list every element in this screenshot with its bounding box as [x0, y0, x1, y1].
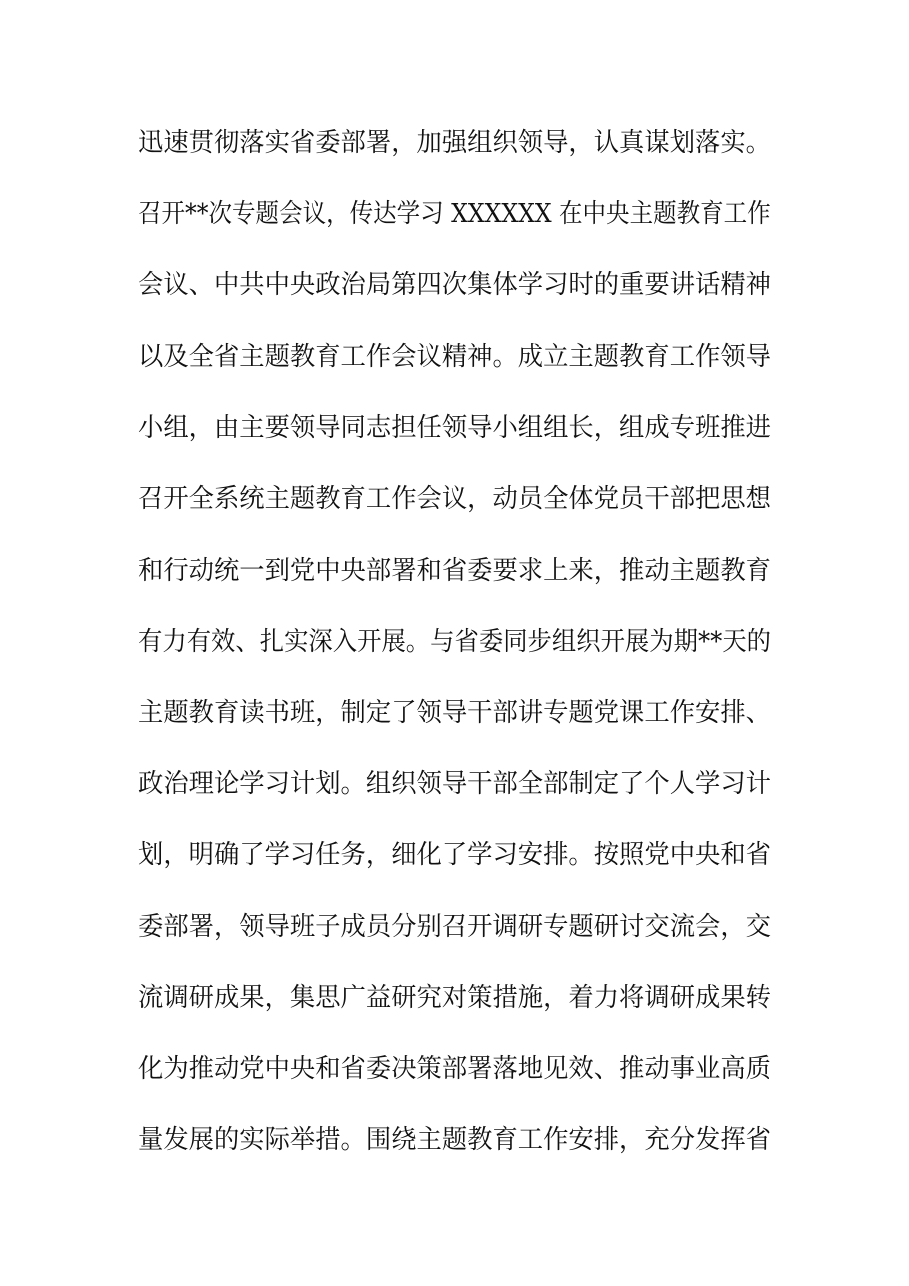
text-line: 会议、中共中央政治局第四次集体学习时的重要讲话精神: [138, 270, 771, 300]
text-line: 和行动统一到党中央部署和省委要求上来，推动主题教育: [138, 556, 771, 586]
text-line: 迅速贯彻落实省委部署，加强组织领导，认真谋划落实。: [138, 128, 771, 158]
text-line: 有力有效、扎实深入开展。与省委同步组织开展为期**天的: [138, 627, 772, 657]
text-line: 划，明确了学习任务，细化了学习安排。按照党中央和省: [138, 840, 771, 870]
text-line: 召开全系统主题教育工作会议，动员全体党员干部把思想: [138, 484, 771, 514]
text-line: 召开**次专题会议，传达学习 XXXXXX 在中央主题教育工作: [138, 199, 771, 229]
text-line: 量发展的实际举措。围绕主题教育工作安排，充分发挥省: [138, 1125, 771, 1155]
text-line: 化为推动党中央和省委决策部署落地见效、推动事业高质: [138, 1054, 771, 1084]
text-line: 政治理论学习计划。组织领导干部全部制定了个人学习计: [138, 769, 771, 799]
text-line: 小组，由主要领导同志担任领导小组组长，组成专班推进: [138, 413, 771, 443]
text-line: 流调研成果，集思广益研究对策措施，着力将调研成果转: [138, 983, 771, 1013]
text-line: 委部署，领导班子成员分别召开调研专题研讨交流会，交: [138, 912, 771, 942]
text-line: 以及全省主题教育工作会议精神。成立主题教育工作领导: [138, 342, 771, 372]
text-line: 主题教育读书班，制定了领导干部讲专题党课工作安排、: [138, 698, 771, 728]
